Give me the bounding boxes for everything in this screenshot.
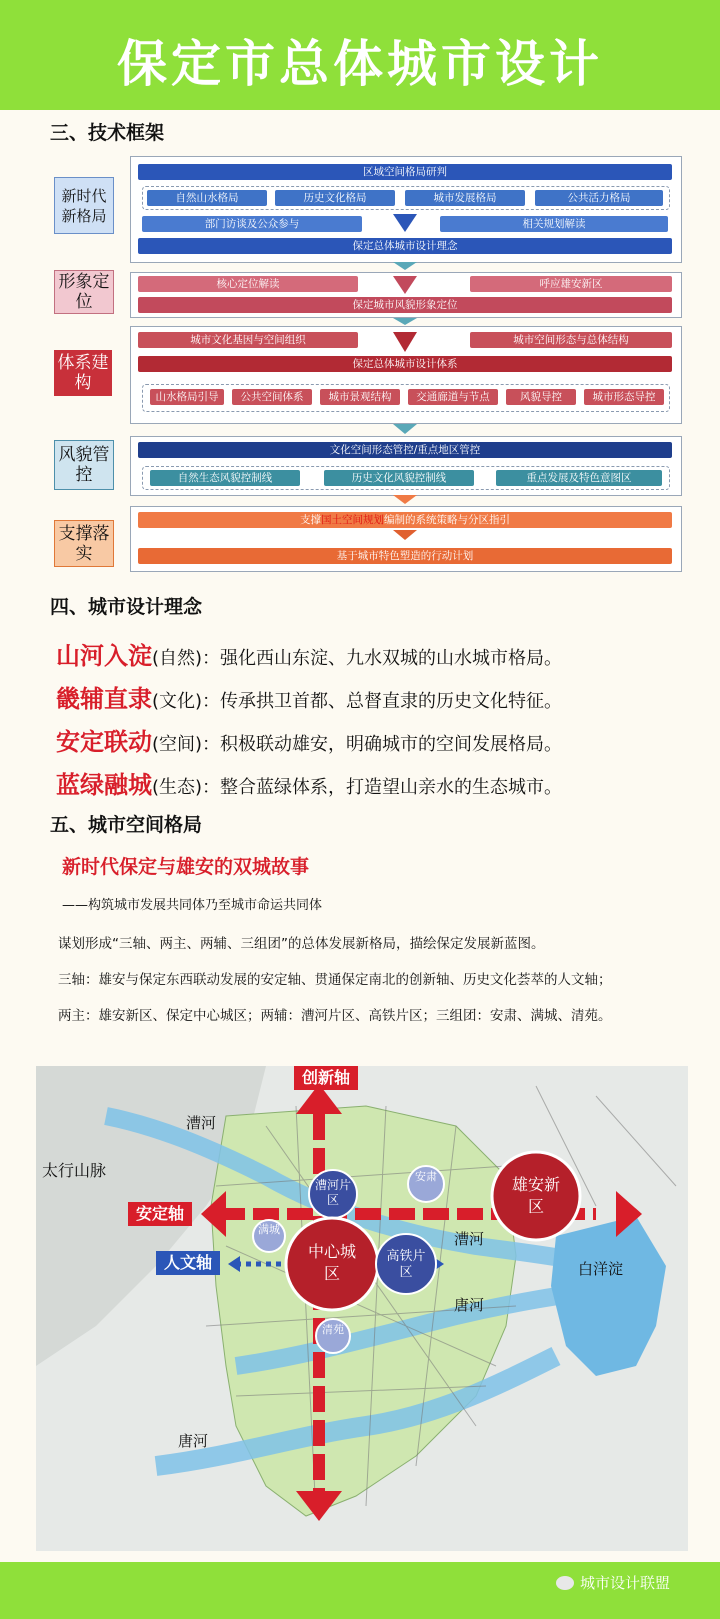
bar-history-control-line: 历史文化风貌控制线 bbox=[324, 470, 474, 486]
spatial-map bbox=[36, 1066, 688, 1551]
section-title-concept: 四、城市设计理念 bbox=[50, 596, 203, 618]
label-baiyangdian: 白洋淀 bbox=[578, 1260, 624, 1278]
spatial-paragraph-2: 三轴：雄安与保定东西联动发展的安定轴、贯通保定南北的创新轴、历史文化荟萃的人文轴； bbox=[58, 972, 612, 988]
bar-eco-control-line: 自然生态风貌控制线 bbox=[150, 470, 300, 486]
map-graphic bbox=[36, 1066, 688, 1551]
zone-label-ansu: 安肃 bbox=[415, 1170, 437, 1183]
spatial-paragraph-1: 谋划形成“三轴、两主、两辅、三组团”的总体发展新格局，描绘保定发展新蓝图。 bbox=[58, 936, 545, 952]
bar-core-positioning: 核心定位解读 bbox=[138, 276, 358, 292]
bar-traffic-corridor: 交通廊道与节点 bbox=[408, 389, 498, 405]
zone-label-qingyuan: 清苑 bbox=[322, 1323, 344, 1336]
spatial-paragraph-3: 两主：雄安新区、保定中心城区；两辅：漕河片区、高铁片区；三组团：安肃、满城、清苑。 bbox=[58, 1008, 612, 1024]
bar-related-plans: 相关规划解读 bbox=[440, 216, 668, 232]
bar-design-system: 保定总体城市设计体系 bbox=[138, 356, 672, 372]
spatial-quote: ——构筑城市发展共同体乃至城市命运共同体 bbox=[62, 898, 323, 913]
section-title-spatial: 五、城市空间格局 bbox=[50, 814, 203, 836]
axis-label-innovation: 创新轴 bbox=[294, 1066, 358, 1090]
bar-natural-pattern: 自然山水格局 bbox=[147, 190, 267, 206]
arrow-down-icon bbox=[393, 318, 417, 325]
arrow-down-icon bbox=[393, 495, 417, 504]
concept-item-ecology: 蓝绿融城(生态)：整合蓝绿体系，打造望山亲水的生态城市。 bbox=[56, 771, 563, 799]
label-taihang: 太行山脉 bbox=[42, 1161, 107, 1180]
concept-item-culture: 畿辅直隶(文化)：传承拱卫首都、总督直隶的历史文化特征。 bbox=[56, 685, 563, 713]
arrow-down-icon bbox=[393, 214, 417, 232]
label-new-era: 新时代新格局 bbox=[54, 177, 114, 234]
bar-history-pattern: 历史文化格局 bbox=[275, 190, 395, 206]
bar-landscape-structure: 城市景观结构 bbox=[320, 389, 400, 405]
zone-label-gaotie: 高铁片区 bbox=[386, 1249, 426, 1280]
spatial-subtitle: 新时代保定与雄安的双城故事 bbox=[62, 856, 310, 878]
bar-spatial-plan-support: 支撑国土空间规划编制的系统策略与分区指引 bbox=[138, 512, 672, 528]
bar-landscape-guidance: 山水格局引导 bbox=[150, 389, 224, 405]
bar-form-guidance: 城市形态导控 bbox=[584, 389, 664, 405]
arrow-down-icon bbox=[393, 262, 417, 270]
label-system: 体系建构 bbox=[54, 350, 112, 396]
axis-label-anding: 安定轴 bbox=[128, 1202, 192, 1226]
bar-xiongan-response: 呼应雄安新区 bbox=[470, 276, 672, 292]
bar-spatial-form: 城市空间形态与总体结构 bbox=[470, 332, 672, 348]
footer-brand: 城市设计联盟 bbox=[580, 1574, 671, 1592]
bar-cultural-gene: 城市文化基因与空间组织 bbox=[138, 332, 358, 348]
bar-public-participation: 部门访谈及公众参与 bbox=[142, 216, 362, 232]
bar-key-area: 重点发展及特色意图区 bbox=[496, 470, 662, 486]
label-caohe-east: 漕河 bbox=[454, 1230, 485, 1248]
section-title-framework: 三、技术框架 bbox=[50, 122, 165, 144]
label-image: 形象定位 bbox=[54, 270, 114, 314]
axis-label-culture: 人文轴 bbox=[156, 1251, 220, 1275]
bar-form-control: 文化空间形态管控/重点地区管控 bbox=[138, 442, 672, 458]
bar-action-plan: 基于城市特色塑造的行动计划 bbox=[138, 548, 672, 564]
label-caohe-northwest: 漕河 bbox=[186, 1114, 217, 1132]
zone-label-caohe: 漕河片区 bbox=[314, 1178, 351, 1207]
bar-image-positioning: 保定城市风貌形象定位 bbox=[138, 297, 672, 313]
bar-regional-analysis: 区域空间格局研判 bbox=[138, 164, 672, 180]
label-control: 风貌管控 bbox=[54, 440, 114, 490]
concept-item-space: 安定联动(空间)：积极联动雄安，明确城市的空间发展格局。 bbox=[56, 728, 563, 756]
bar-public-pattern: 公共活力格局 bbox=[535, 190, 663, 206]
label-support: 支撑落实 bbox=[54, 520, 114, 567]
arrow-down-icon bbox=[393, 332, 417, 352]
arrow-down-icon bbox=[393, 424, 417, 434]
zone-label-center: 中心城区 bbox=[307, 1242, 356, 1283]
concept-item-nature: 山河入淀(自然)：强化西山东淀、九水双城的山水城市格局。 bbox=[56, 642, 563, 670]
bar-urban-pattern: 城市发展格局 bbox=[405, 190, 525, 206]
bar-design-concept: 保定总体城市设计理念 bbox=[138, 238, 672, 254]
wechat-icon bbox=[556, 1576, 574, 1590]
bar-style-guidance: 风貌导控 bbox=[506, 389, 576, 405]
zone-label-mancheng: 满城 bbox=[258, 1223, 280, 1236]
zone-label-xiongan: 雄安新区 bbox=[511, 1175, 560, 1216]
bar-public-space: 公共空间体系 bbox=[232, 389, 312, 405]
label-tanghe-south: 唐河 bbox=[178, 1432, 209, 1450]
arrow-down-icon bbox=[393, 276, 417, 294]
label-tanghe-east: 唐河 bbox=[454, 1296, 485, 1314]
arrow-down-icon bbox=[393, 530, 417, 540]
page-title: 保定市总体城市设计 bbox=[117, 35, 603, 93]
